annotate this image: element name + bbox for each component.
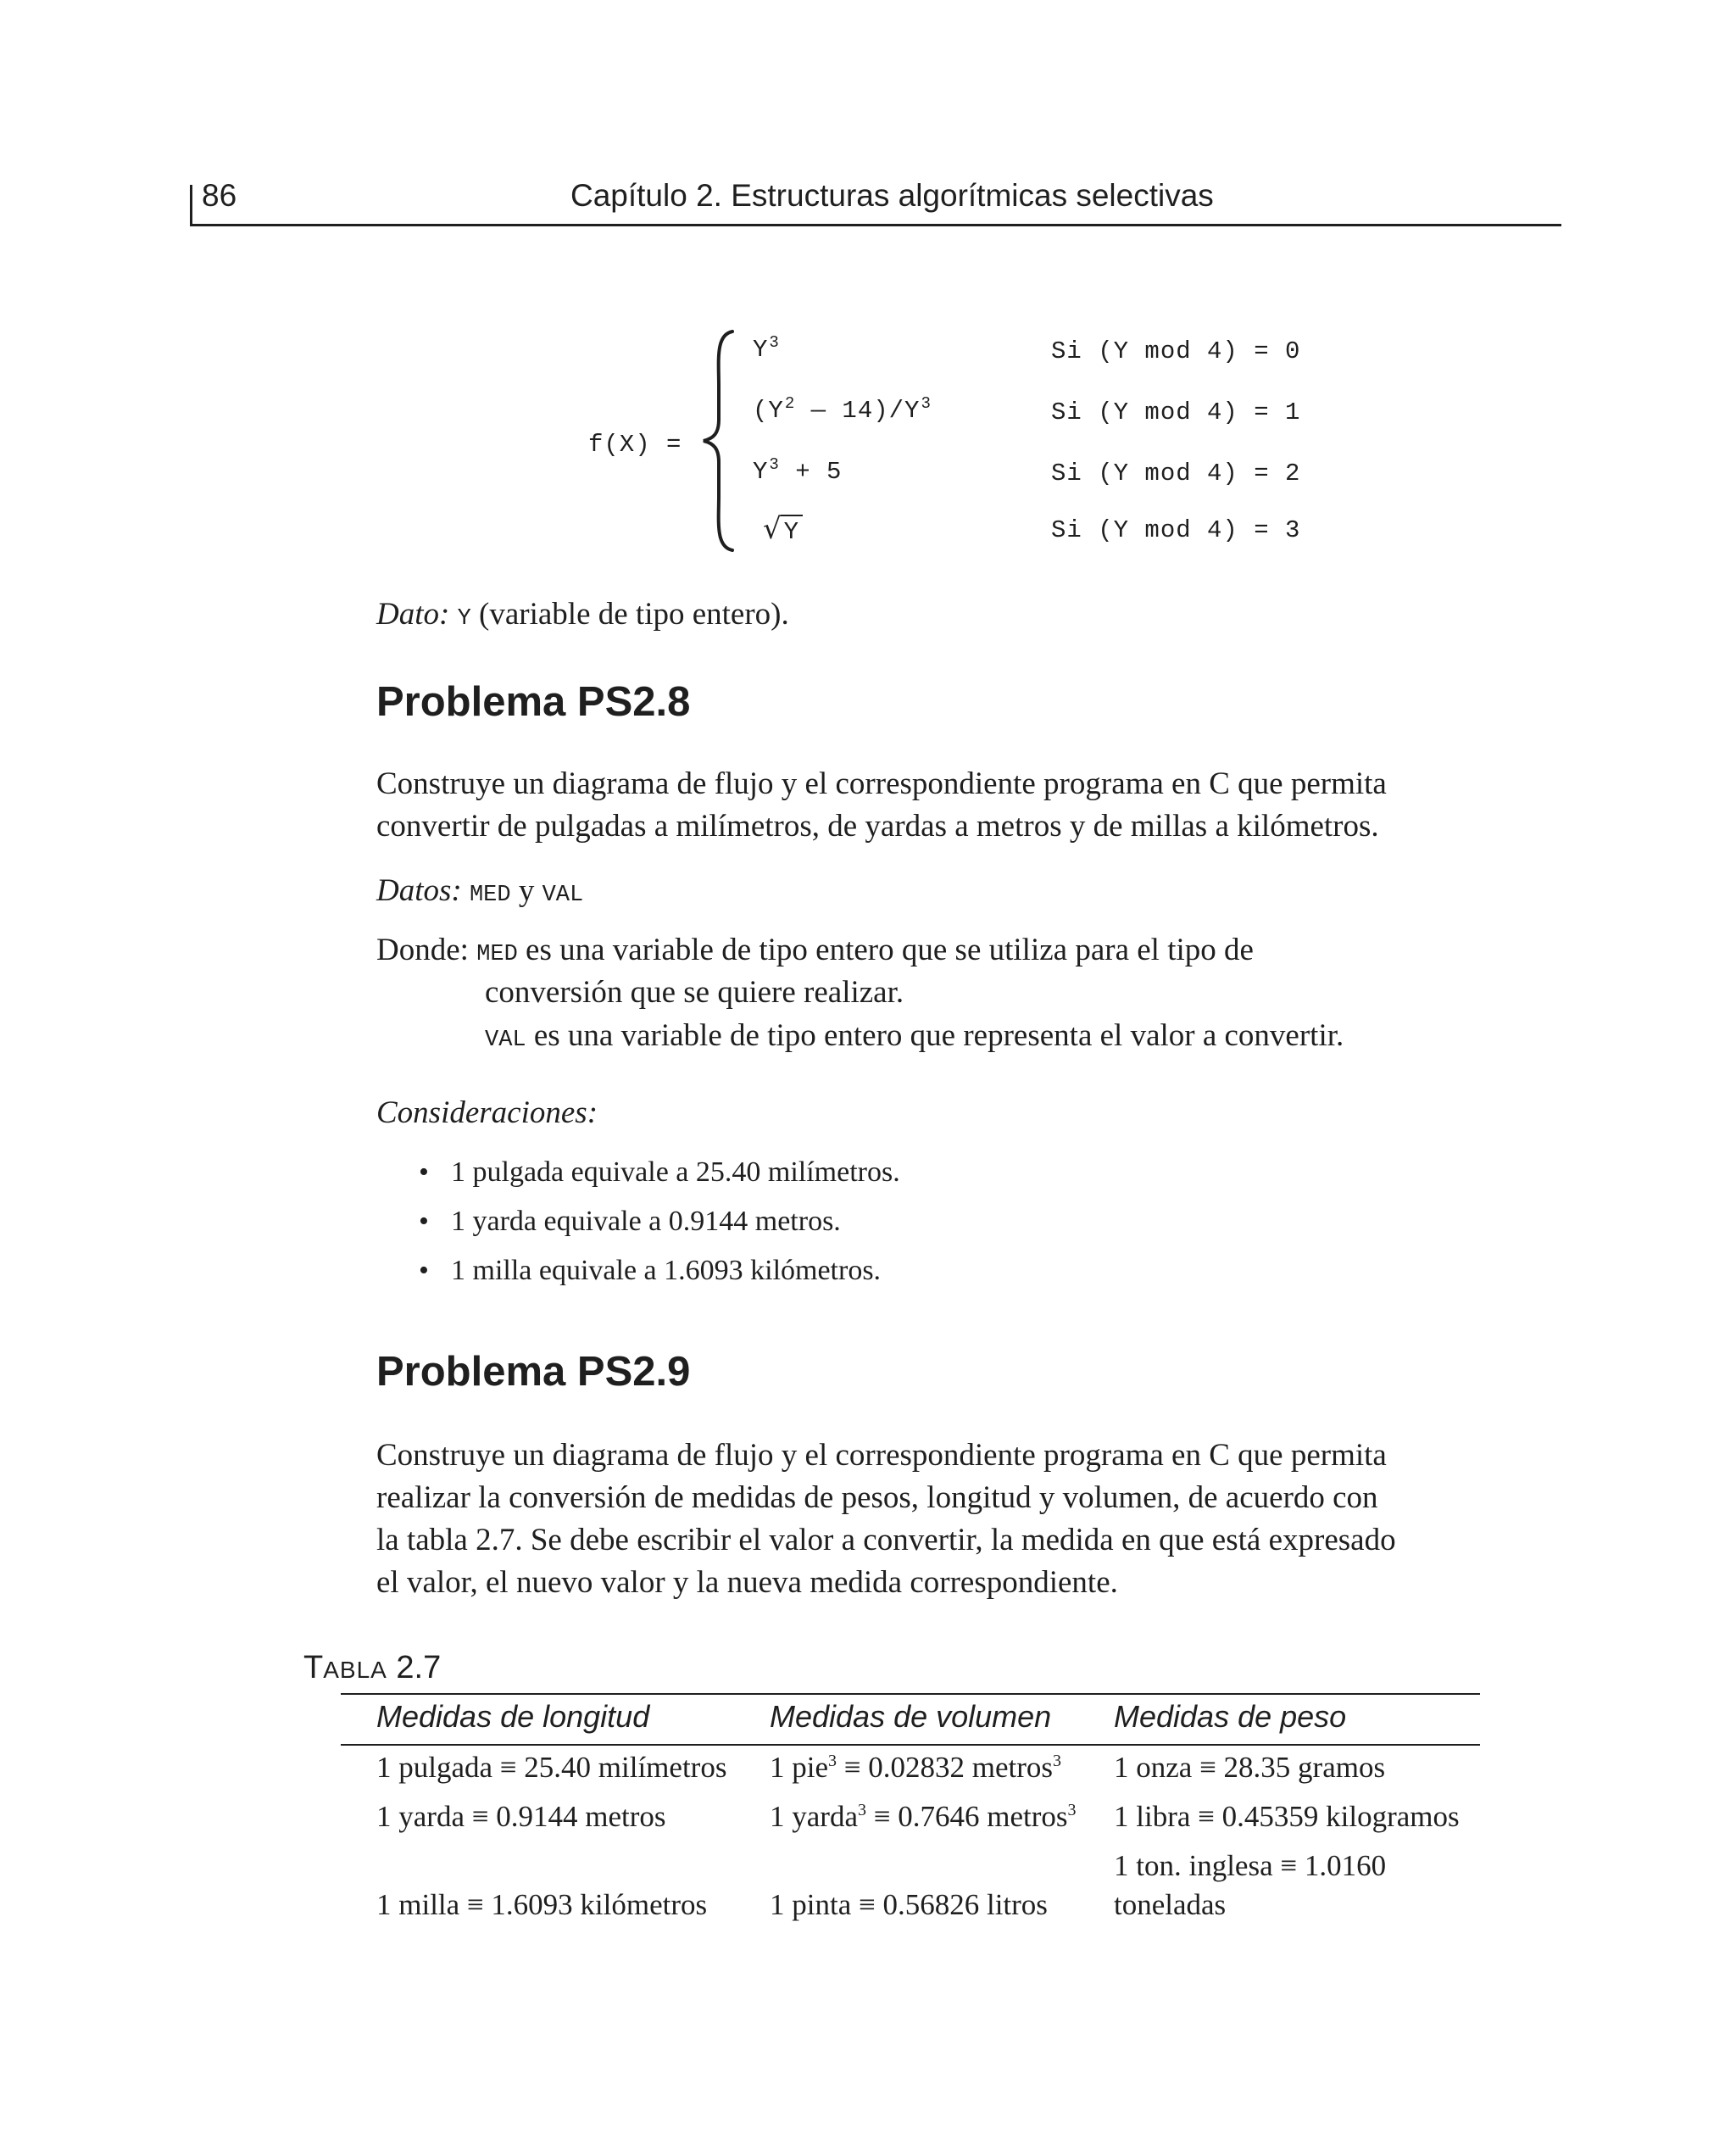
table-header-peso: Medidas de peso (1114, 1699, 1347, 1734)
table-cell: 1 ton. inglesa ≡ 1.0160 (1114, 1849, 1387, 1882)
formula-left-brace (695, 326, 746, 555)
table-header-rule (341, 1744, 1480, 1746)
table-cell: 1 pulgada ≡ 25.40 milímetros (376, 1751, 727, 1784)
list-item: • 1 pulgada equivale a 25.40 milímetros. (419, 1153, 900, 1192)
problem-ps2-9-heading: Problema PS2.9 (376, 1349, 691, 1395)
paragraph-line: realizar la conversión de medidas de pesos, longitud y volumen, de acuerdo con (376, 1480, 1378, 1515)
formula-case-expression: $Y^3 + 5$ (753, 455, 843, 486)
table-cell: 1 pinta ≡ 0.56826 litros (770, 1888, 1048, 1921)
donde-line: conversión que se quiere realizar. (485, 975, 904, 1010)
page-number: 86 (202, 178, 237, 213)
table-cell: 1 milla ≡ 1.6093 kilómetros (376, 1888, 708, 1921)
chapter-title: Capítulo 2. Estructuras algorítmicas selectivas (570, 178, 1214, 213)
table-cell: 1 libra ≡ 0.45359 kilogramos (1114, 1800, 1460, 1833)
formula-case-condition: Si (Y mod 4) = 2 (1051, 460, 1301, 487)
paragraph-line: convertir de pulgadas a milímetros, de yardas a metros y de millas a kilómetros. (376, 809, 1379, 844)
table-header-volumen: Medidas de volumen (770, 1699, 1052, 1734)
paragraph-line: Construye un diagrama de flujo y el correspondiente programa en C que permita (376, 1438, 1387, 1473)
bullet-icon: • (419, 1255, 429, 1286)
table-cell: 1 yarda$^3$ ≡ 0.7646 metros$^3$ (770, 1800, 1077, 1833)
table-cell: toneladas (1114, 1888, 1227, 1921)
donde-line: Donde: MED es una variable de tipo entero que se utiliza para el tipo de (376, 933, 1254, 967)
formula-case-condition: Si (Y mod 4) = 0 (1051, 337, 1301, 365)
datos-line: Datos: MED y VAL (376, 873, 584, 908)
table-cell: 1 pie$^3$ ≡ 0.02832 metros$^3$ (770, 1751, 1062, 1784)
paragraph-line: la tabla 2.7. Se debe escribir el valor a convertir, la medida en que está expresado (376, 1523, 1396, 1557)
square-root-symbol: √ (763, 512, 782, 546)
paragraph-line: el valor, el nuevo valor y la nueva medida correspondiente. (376, 1565, 1118, 1600)
header-left-tick (190, 185, 192, 226)
formula-lhs: f(X) = (588, 431, 682, 459)
formula-case-expression: √Y (763, 512, 803, 546)
table-caption: TABLA 2.7 (303, 1650, 442, 1685)
consideraciones-label: Consideraciones: (376, 1095, 598, 1130)
table-cell: 1 yarda ≡ 0.9144 metros (376, 1800, 666, 1833)
formula-case-condition: Si (Y mod 4) = 3 (1051, 516, 1301, 544)
bullet-icon: • (419, 1156, 429, 1188)
formula-case-expression: ($Y^2$ — $14)/Y^3$ (753, 394, 932, 425)
bullet-icon: • (419, 1206, 429, 1237)
dato-line: Dato: Y (variable de tipo entero). (376, 597, 789, 632)
problem-ps2-8-heading: Problema PS2.8 (376, 679, 691, 725)
list-item: • 1 yarda equivale a 0.9144 metros. (419, 1202, 841, 1241)
formula-case-expression: $Y^3$ (753, 333, 780, 364)
header-rule (190, 224, 1561, 226)
table-header-longitud: Medidas de longitud (376, 1699, 650, 1734)
list-item: • 1 milla equivale a 1.6093 kilómetros. (419, 1251, 881, 1290)
table-cell: 1 onza ≡ 28.35 gramos (1114, 1751, 1386, 1784)
donde-line: VAL es una variable de tipo entero que representa el valor a convertir. (485, 1018, 1344, 1053)
paragraph-line: Construye un diagrama de flujo y el correspondiente programa en C que permita (376, 766, 1387, 801)
formula-case-condition: Si (Y mod 4) = 1 (1051, 398, 1301, 426)
table-top-rule (341, 1693, 1480, 1695)
